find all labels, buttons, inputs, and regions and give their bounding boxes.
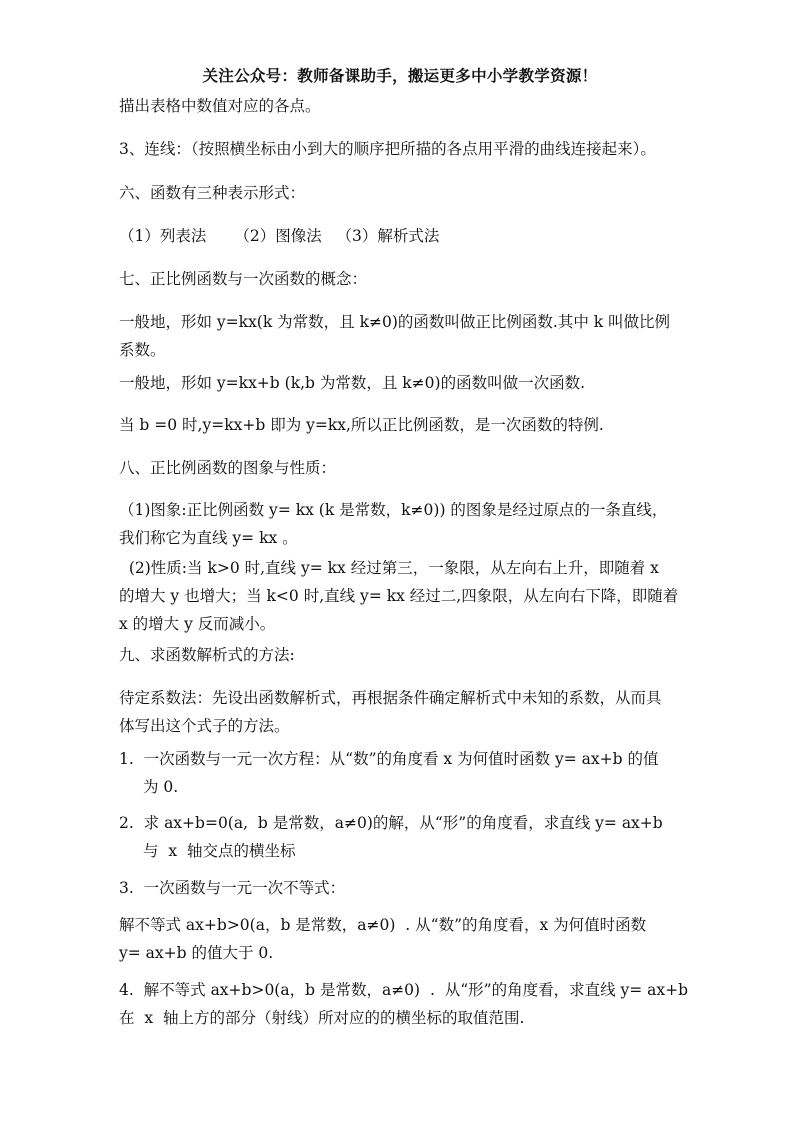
- list-item: 3. 一次函数与一元一次不等式：: [119, 879, 346, 897]
- list-item: （2）图像法: [234, 227, 322, 245]
- text-line: 为 0.: [143, 778, 179, 796]
- text-line: x 的增大 y 反而减小。: [119, 615, 276, 633]
- list-item: （1）列表法: [119, 227, 207, 245]
- section-heading: 七、正比例函数与一次函数的概念：: [119, 270, 368, 288]
- text-line: 体写出这个式子的方法。: [119, 717, 290, 735]
- list-item: 4. 解不等式 ax+b>0(a，b 是常数，a≠0) . 从“形”的角度看，求直线 y= ax+b: [119, 981, 689, 999]
- text-line: 的增大 y 也增大；当 k<0 时,直线 y= kx 经过二,四象限，从左向右下降，即随着: [119, 587, 679, 605]
- text-line: 一般地，形如 y=kx(k 为常数，且 k≠0)的函数叫做正比例函数.其中 k 叫做比例: [119, 313, 671, 331]
- text-line: (2)性质:当 k>0 时,直线 y= kx 经过第三，一象限，从左向右上升，即随着 x: [119, 559, 659, 577]
- text-line: 一般地，形如 y=kx+b (k,b 为常数，且 k≠0)的函数叫做一次函数.: [119, 374, 586, 392]
- text-line: 描出表格中数值对应的各点。: [119, 97, 321, 115]
- text-line: 与 x 轴交点的横坐标: [143, 842, 296, 860]
- section-heading: 六、函数有三种表示形式：: [119, 184, 306, 202]
- section-heading: 八、正比例函数的图象与性质：: [119, 459, 337, 477]
- text-line: 当 b =0 时,y=kx+b 即为 y=kx,所以正比例函数，是一次函数的特例.: [119, 416, 604, 434]
- page-header: 关注公众号：教师备课助手，搬运更多中小学教学资源！: [202, 67, 598, 85]
- section-heading: 九、求函数解析式的方法:: [119, 646, 295, 664]
- list-item: （3）解析式法: [336, 227, 440, 245]
- text-line: 3、连线：（按照横坐标由小到大的顺序把所描的各点用平滑的曲线连接起来）。: [119, 140, 656, 158]
- text-line: y= ax+b 的值大于 0.: [119, 944, 274, 962]
- text-line: [119, 222, 689, 250]
- list-item: 1. 一次函数与一元一次方程：从“数”的角度看 x 为何值时函数 y= ax+b 的值: [119, 750, 659, 768]
- text-line: 解不等式 ax+b>0(a，b 是常数，a≠0) . 从“数”的角度看，x 为何值时函数: [119, 916, 647, 934]
- text-line: 在 x 轴上方的部分（射线）所对应的的横坐标的取值范围.: [119, 1009, 525, 1027]
- list-item: 2. 求 ax+b=0(a, b 是常数，a≠0)的解，从“形”的角度看，求直线 y= ax+b: [119, 814, 663, 832]
- text-line: 系数。: [119, 341, 166, 359]
- text-line: 待定系数法：先设出函数解析式，再根据条件确定解析式中未知的系数，从而具: [119, 689, 662, 707]
- text-line: 我们称它为直线 y= kx 。: [119, 529, 298, 547]
- text-line: （1)图象:正比例函数 y= kx (k 是常数，k≠0)) 的图象是经过原点的一条直线，: [119, 501, 668, 519]
